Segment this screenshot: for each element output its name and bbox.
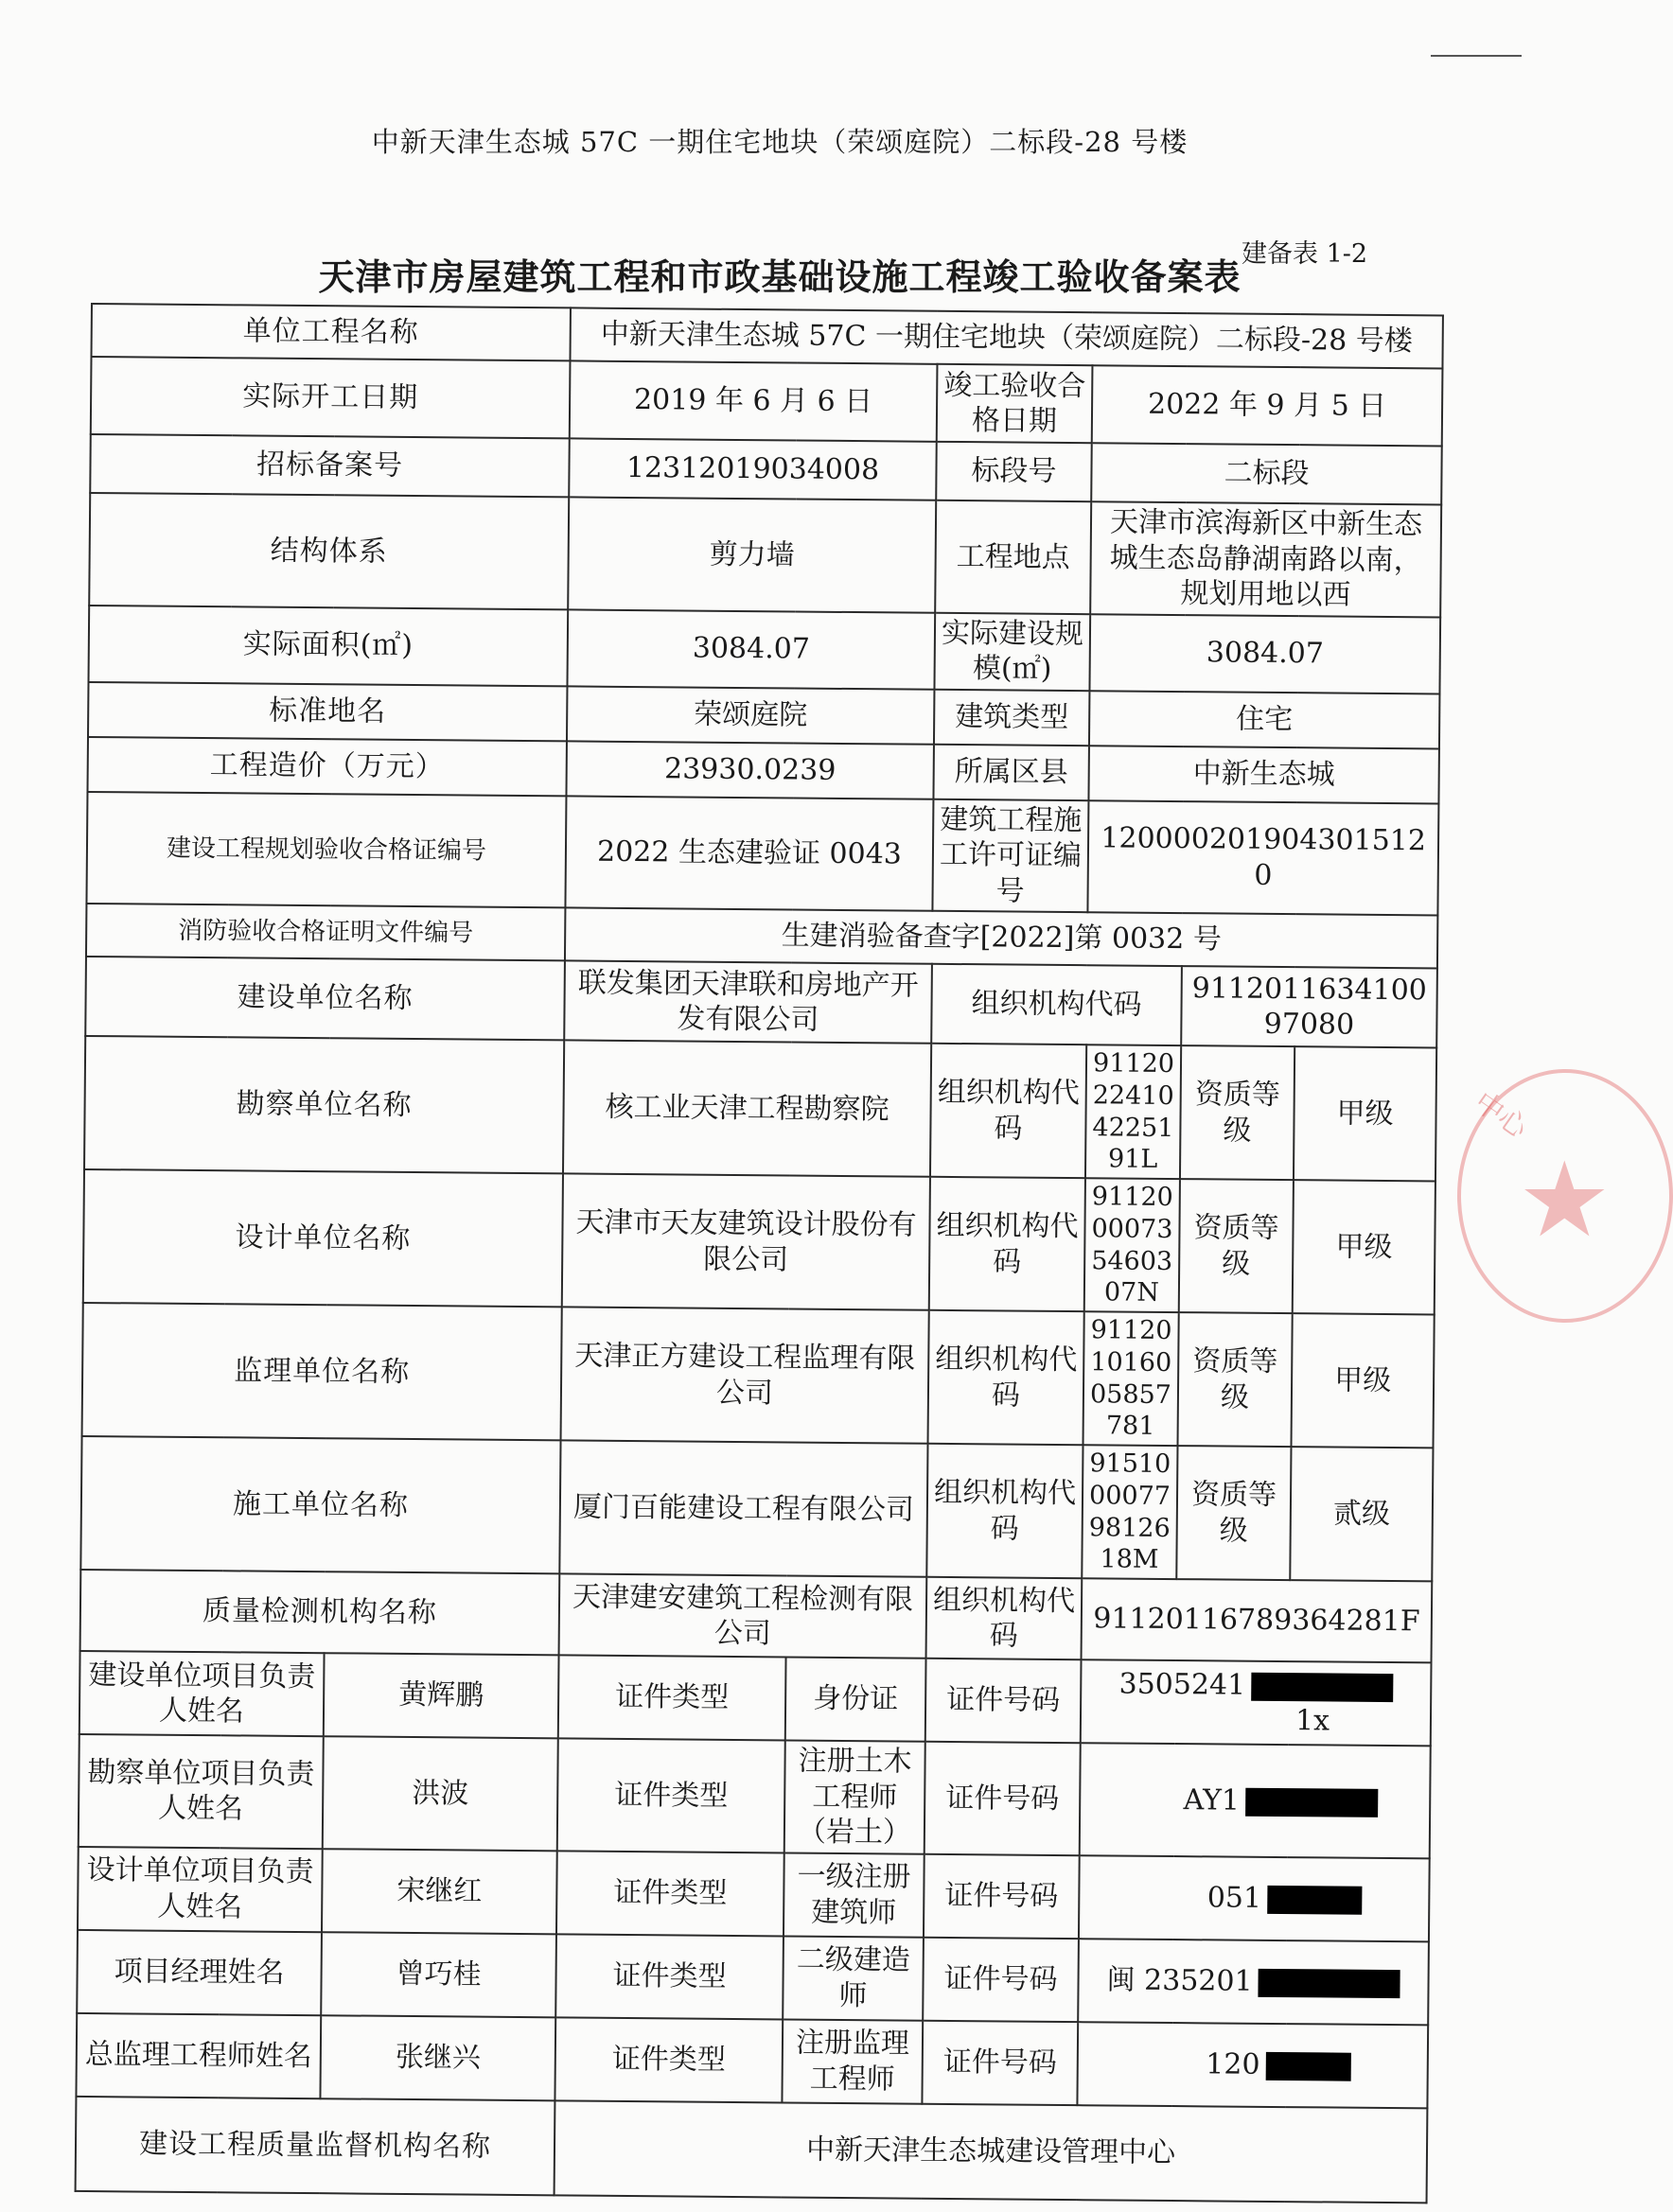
row-certs: [86, 791, 1438, 915]
person-name: 黄辉鹏: [324, 1653, 559, 1738]
section-no-label: 标段号: [936, 442, 1092, 501]
cert-no-label: 证件号码: [925, 1659, 1082, 1743]
row-area: [89, 605, 1441, 693]
person-cert-no: [1080, 1743, 1431, 1858]
cert-type-label: 证件类型: [556, 1851, 784, 1936]
person-row: [76, 2012, 1428, 2107]
person-cert-type: 注册监理工程师: [782, 2019, 923, 2103]
construction-value: 厦门百能建设工程有限公司: [559, 1440, 927, 1576]
district-value: 中新生态城: [1088, 746, 1439, 803]
cert-no-label: 证件号码: [924, 1853, 1080, 1938]
tender-no-label: 招标备案号: [90, 434, 570, 497]
design-grade-label: 资质等级: [1179, 1179, 1294, 1313]
person-name: 宋继红: [322, 1849, 557, 1934]
design-value: 天津市天友建筑设计股份有限公司: [562, 1173, 930, 1309]
person-row: [79, 1734, 1431, 1858]
testing-code-label: 组织机构代码: [926, 1577, 1083, 1659]
testing-value: 天津建安建筑工程检测有限公司: [559, 1573, 927, 1658]
seal-star-icon: ★: [1518, 1139, 1611, 1260]
construction-code-value: 91510000779812618M: [1082, 1445, 1177, 1579]
testing-code-value: 91120116789364281F: [1082, 1578, 1433, 1662]
redaction-bar: [1265, 2052, 1350, 2081]
location-value: 天津市滨海新区中新生态城生态岛静湖南路以南，规划用地以西: [1090, 501, 1441, 617]
acceptance-date-value: 2022 年 9 月 5 日: [1092, 365, 1443, 446]
start-date-value: 2019 年 6 月 6 日: [570, 360, 938, 441]
std-name-value: 荣颂庭院: [567, 686, 934, 744]
location-label: 工程地点: [935, 500, 1091, 614]
row-supervisor-org: [76, 2096, 1428, 2202]
supervision-grade-label: 资质等级: [1178, 1312, 1293, 1447]
building-type-label: 建筑类型: [934, 689, 1089, 745]
cert-type-label: 证件类型: [555, 2017, 783, 2102]
person-role: 项目经理姓名: [77, 1929, 322, 2014]
unit-project-name-label: 单位工程名称: [92, 304, 572, 360]
cost-value: 23930.0239: [567, 741, 934, 799]
person-row: [79, 1651, 1432, 1746]
survey-code-label: 组织机构代码: [930, 1044, 1086, 1178]
person-cert-no: [1081, 1659, 1432, 1746]
seal-text: 中心: [1468, 1085, 1534, 1146]
person-name: 张继兴: [320, 2015, 555, 2100]
structure-label: 结构体系: [89, 493, 569, 609]
person-role: 总监理工程师姓名: [76, 2012, 321, 2098]
survey-code-value: 91120224104225191L: [1085, 1045, 1181, 1179]
survey-grade-value: 甲级: [1294, 1046, 1436, 1181]
construction-code-label: 组织机构代码: [926, 1444, 1083, 1578]
person-cert-no: [1078, 1939, 1429, 2025]
person-row: [77, 1929, 1429, 2024]
red-seal-stamp: [1457, 1069, 1673, 1323]
scale-label: 实际建设规模(㎡): [935, 612, 1091, 690]
cert-no-visible: 闽 235201: [1106, 1963, 1253, 1998]
form-title: 天津市房屋建筑工程和市政基础设施工程竣工验收备案表: [318, 256, 1242, 298]
structure-value: 剪力墙: [568, 497, 936, 612]
supervision-grade-value: 甲级: [1292, 1313, 1435, 1448]
testing-label: 质量检测机构名称: [80, 1570, 560, 1655]
cert-no-label: 证件号码: [923, 1937, 1079, 2021]
supervision-label: 监理单位名称: [82, 1303, 562, 1440]
cert-type-label: 证件类型: [557, 1738, 785, 1852]
permit-label: 建筑工程施工许可证编号: [932, 799, 1088, 912]
design-label: 设计单位名称: [83, 1169, 563, 1307]
row-construction: [80, 1436, 1433, 1581]
design-code-label: 组织机构代码: [929, 1177, 1085, 1311]
row-survey: [84, 1036, 1436, 1181]
person-row: [78, 1846, 1430, 1940]
corner-mark: [1431, 55, 1522, 57]
row-testing: [80, 1570, 1433, 1662]
scale-value: 3084.07: [1089, 614, 1440, 693]
person-cert-no: [1079, 1855, 1430, 1941]
fire-cert-value: 生建消验备查字[2022]第 0032 号: [565, 907, 1438, 968]
acceptance-record-table: [75, 303, 1444, 2203]
form-number: 建备表 1-2: [1242, 239, 1368, 269]
cert-type-label: 证件类型: [555, 1934, 784, 2019]
row-structure: [89, 493, 1441, 617]
redaction-bar: [1267, 1886, 1362, 1915]
row-design: [83, 1169, 1435, 1314]
survey-grade-label: 资质等级: [1180, 1045, 1294, 1180]
building-type-value: 住宅: [1089, 691, 1440, 748]
redaction-bar: [1251, 1672, 1393, 1701]
person-cert-type: 一级注册建筑师: [784, 1852, 925, 1937]
tender-no-value: 12312019034008: [569, 438, 937, 500]
supervision-code-label: 组织机构代码: [928, 1310, 1084, 1445]
row-dates: [91, 357, 1443, 446]
area-value: 3084.07: [568, 609, 936, 689]
fire-cert-label: 消防验收合格证明文件编号: [86, 904, 566, 960]
developer-code-value: 911201163410097080: [1181, 966, 1437, 1047]
supervisor-org-label: 建设工程质量监督机构名称: [76, 2096, 555, 2194]
cert-type-label: 证件类型: [558, 1655, 786, 1740]
developer-label: 建设单位名称: [85, 957, 565, 1040]
acceptance-date-label: 竣工验收合格日期: [937, 364, 1093, 443]
construction-grade-value: 贰级: [1290, 1447, 1433, 1581]
district-label: 所属区县: [933, 744, 1088, 799]
person-cert-type: 身份证: [785, 1657, 926, 1741]
person-name: 洪波: [323, 1736, 558, 1851]
design-code-value: 91120000735460307N: [1084, 1178, 1180, 1312]
planning-cert-label: 建设工程规划验收合格证编号: [86, 791, 566, 907]
start-date-label: 实际开工日期: [91, 357, 571, 438]
supervision-code-value: 911201016005857781: [1083, 1311, 1179, 1446]
construction-grade-label: 资质等级: [1176, 1446, 1291, 1580]
cert-no-label: 证件号码: [925, 1742, 1081, 1855]
cert-no-visible: 3505241: [1118, 1667, 1246, 1702]
row-supervision: [82, 1303, 1435, 1448]
section-no-value: 二标段: [1091, 443, 1442, 504]
person-cert-no: [1077, 2022, 1428, 2108]
developer-code-label: 组织机构代码: [931, 964, 1182, 1045]
planning-cert-value: 2022 生态建验证 0043: [565, 796, 933, 911]
cert-no-label: 证件号码: [922, 2020, 1078, 2104]
person-role: 建设单位项目负责人姓名: [79, 1651, 325, 1736]
person-cert-type: 二级建造师: [783, 1936, 924, 2020]
unit-project-name-value: 中新天津生态城 57C 一期住宅地块（荣颂庭院）二标段-28 号楼: [571, 307, 1444, 368]
construction-label: 施工单位名称: [80, 1436, 560, 1573]
redaction-bar: [1259, 1969, 1400, 1998]
person-role: 设计单位项目负责人姓名: [78, 1846, 323, 1931]
cert-no-visible: 051: [1206, 1881, 1262, 1915]
developer-value: 联发集团天津联和房地产开发有限公司: [564, 960, 932, 1043]
supervision-value: 天津正方建设工程监理有限公司: [561, 1307, 929, 1443]
project-header: 中新天津生态城 57C 一期住宅地块（荣颂庭院）二标段-28 号楼: [371, 126, 1189, 158]
cost-label: 工程造价（万元）: [87, 736, 567, 795]
survey-label: 勘察单位名称: [84, 1036, 564, 1173]
supervisor-org-value: 中新天津生态城建设管理中心: [555, 2100, 1428, 2203]
cert-no-visible: 120: [1206, 2047, 1260, 2081]
form-page: [75, 303, 1442, 2203]
person-cert-type: 注册土木工程师（岩土）: [784, 1740, 925, 1853]
area-label: 实际面积(㎡): [89, 605, 569, 685]
person-name: 曾巧桂: [321, 1932, 556, 2017]
redaction-bar: [1245, 1787, 1378, 1817]
cert-no-visible: AY1: [1183, 1782, 1241, 1817]
cert-no-tail: 1x: [1294, 1704, 1330, 1738]
survey-value: 核工业天津工程勘察院: [563, 1040, 931, 1176]
row-developer: [85, 957, 1437, 1047]
permit-value: 120000201904301512​0: [1087, 800, 1438, 916]
person-role: 勘察单位项目负责人姓名: [79, 1734, 324, 1849]
design-grade-value: 甲级: [1293, 1180, 1435, 1314]
std-name-label: 标准地名: [88, 681, 568, 740]
